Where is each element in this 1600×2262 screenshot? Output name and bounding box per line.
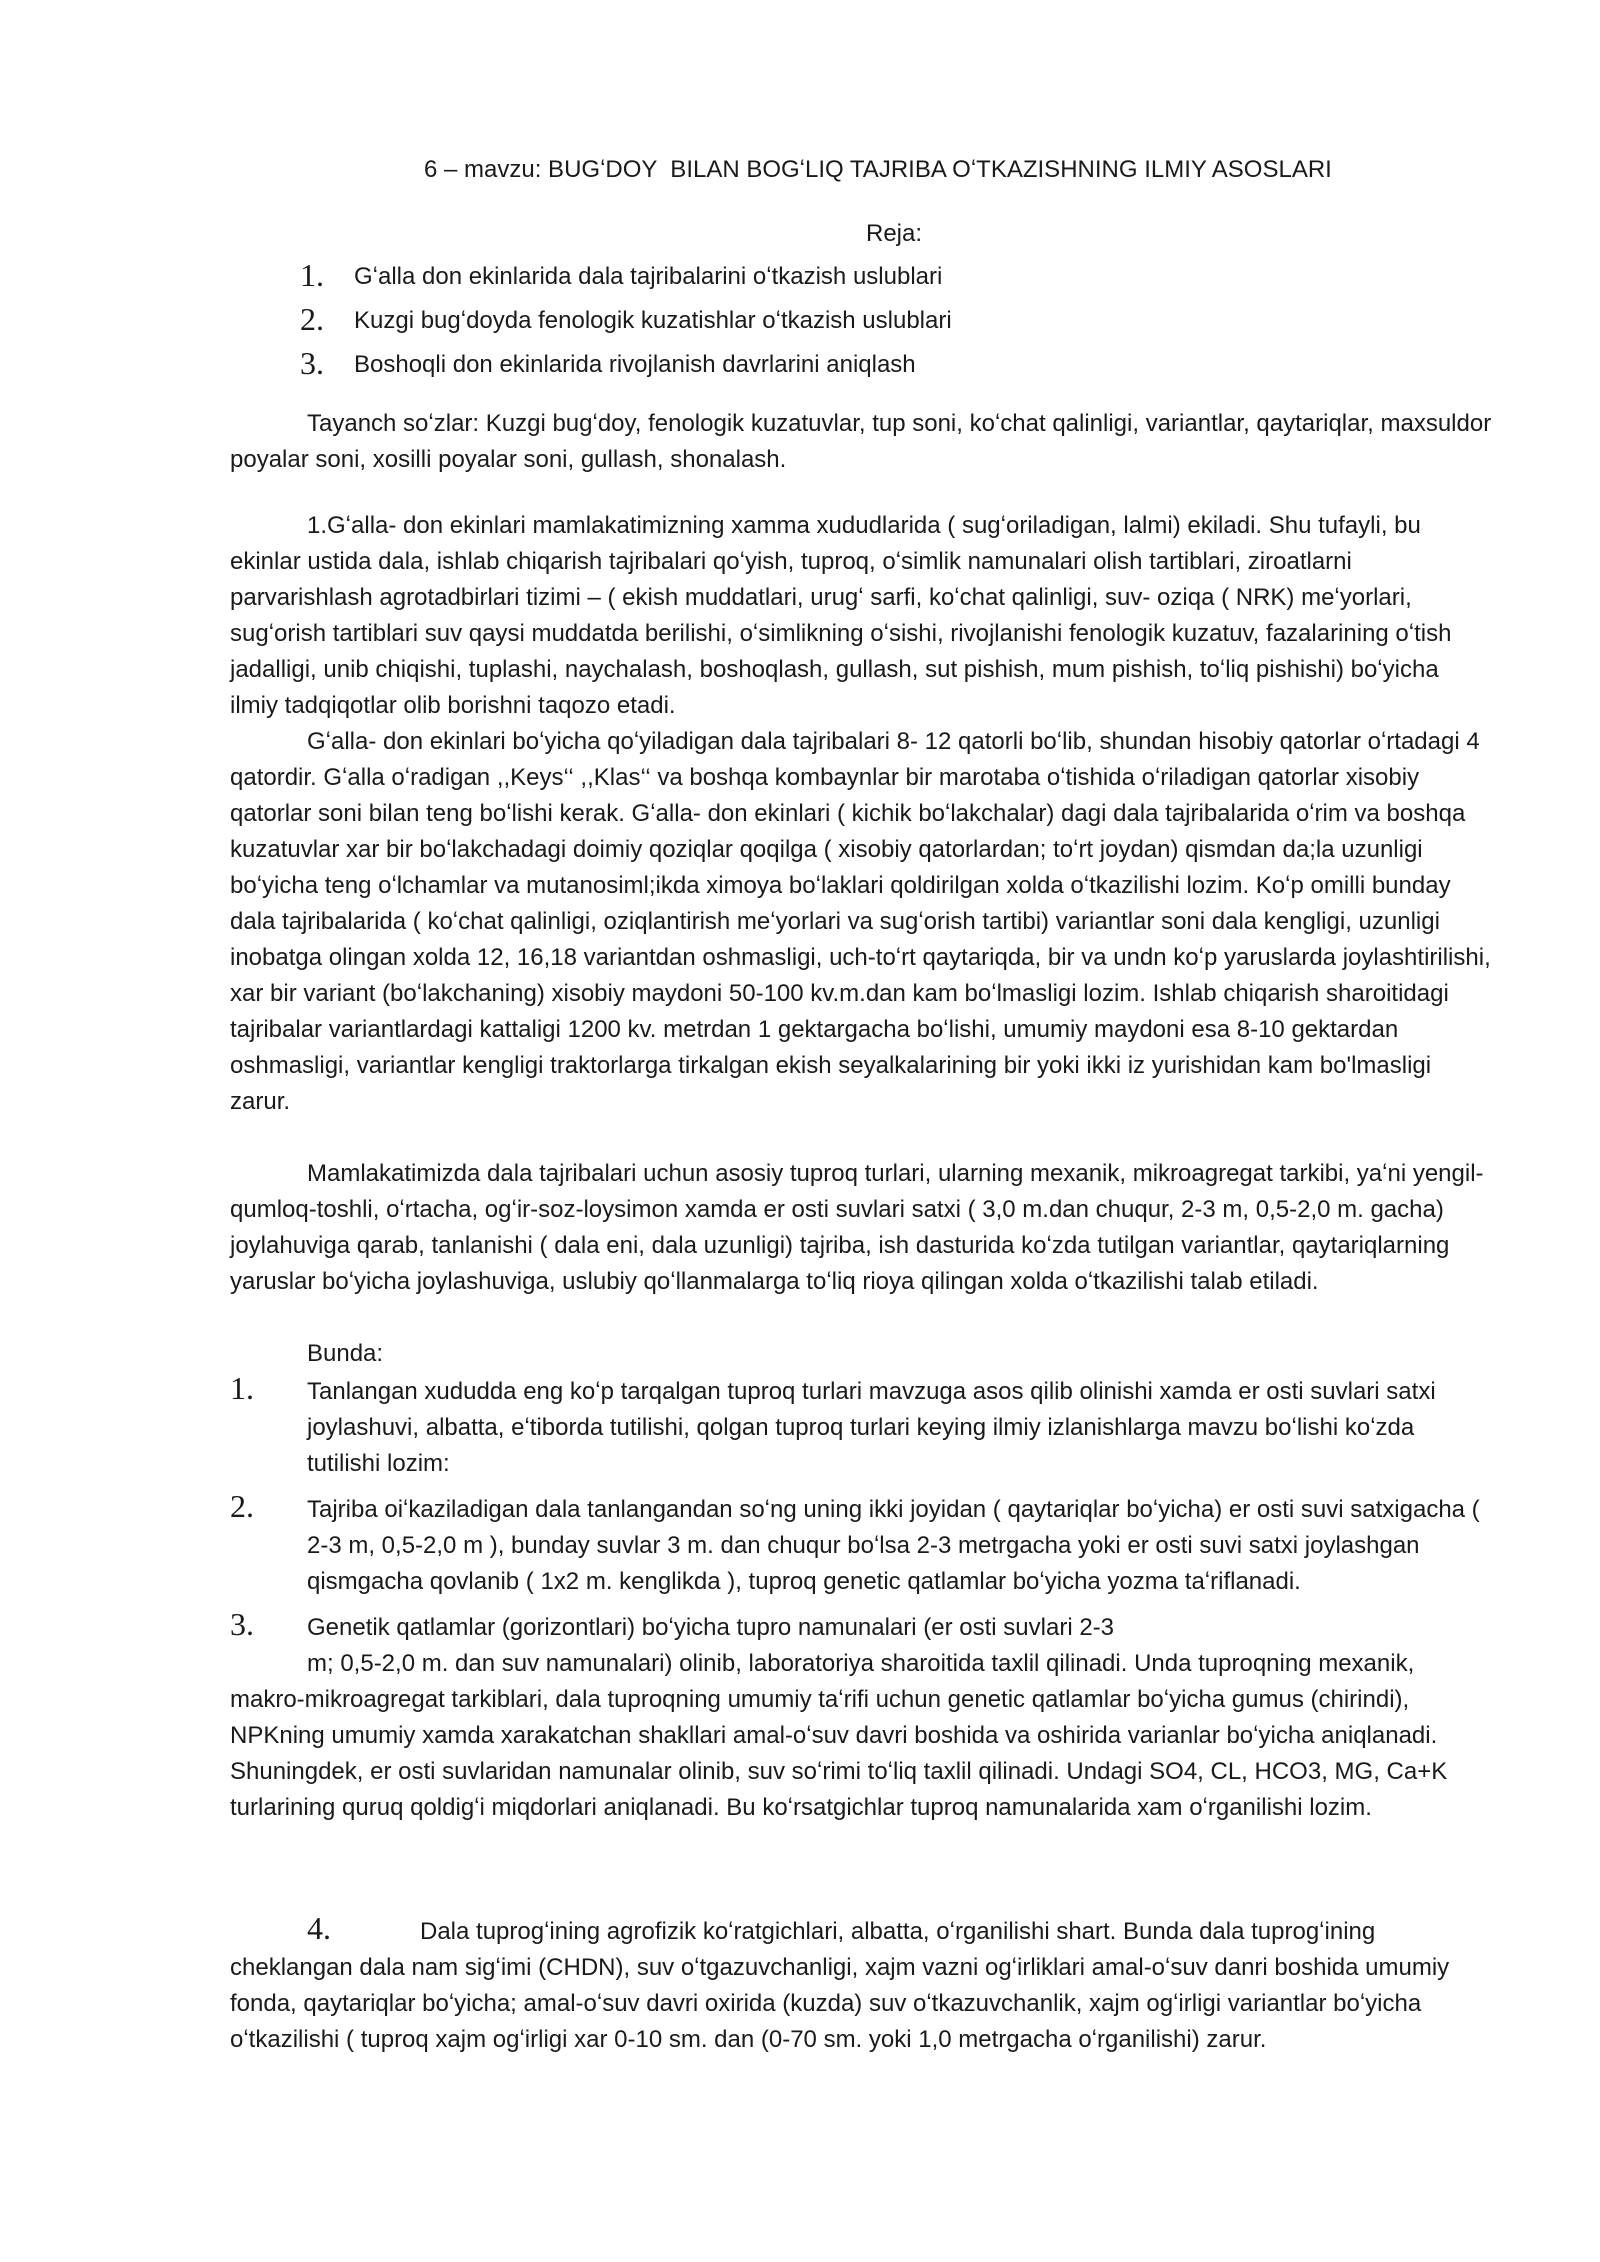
bunda-label: Bunda: bbox=[307, 1340, 384, 1367]
list-item bbox=[230, 1606, 1492, 1826]
plan-list bbox=[300, 255, 952, 387]
list-item-continuation: m; 0,5-2,0 m. dan suv namunalari) olinib, laboratoriya sharoitida taxlil qilinadi. Unda tuproqning mexanik, makro-mikroagregat tarkiblari, dala tuproqning umumiy taʻrifi uchun genetic qatlamlar boʻyicha gumus (chirindi), NPKning umumiy xamda xarakatchan shakllari amal-oʻsuv davri boshida va oshirida varianlar boʻyicha aniqlanadi. Shuningdek, er osti suvlaridan namunalar olinib, suv soʻrimi toʻliq taxlil qilinadi. Undagi SO4, CL, HCO3, MG, Ca+K turlarining quruq qoldigʻi miqdorlari aniqlanadi. Bu koʻrsatgichlar tuproq namunalarida xam oʻrganilishi lozim. bbox=[230, 1650, 1448, 1821]
plan-item bbox=[300, 299, 952, 343]
requirements-list bbox=[230, 1370, 1492, 1826]
list-item-number: 3. bbox=[230, 1606, 254, 1642]
plan-item-number: 1. bbox=[300, 257, 324, 293]
list-item bbox=[230, 1488, 1492, 1600]
keywords-paragraph: Tayanch soʻzlar: Kuzgi bugʻdoy, fenologik kuzatuvlar, tup soni, koʻchat qalinligi, variantlar, qaytariqlar, maxsuldor poyalar soni, xosilli poyalar soni, gullash, shonalash. bbox=[230, 410, 1492, 473]
paragraph-3: Mamlakatimizda dala tajribalari uchun asosiy tuproq turlari, ularning mexanik, mikroagregat tarkibi, yaʻni yengil-qumloq-toshli, oʻrtacha, ogʻir-soz-loysimon xamda er osti suvlari satxi ( 3,0 m.dan chuqur, 2-3 m, 0,5-2,0 m. gacha) joylahuviga qarab, tanlanishi ( dala eni, dala uzunligi) tajriba, ish dasturida koʻzda tutilgan variantlar, qaytariqlarning yaruslar boʻyicha joylashuviga, uslubiy qoʻllanmalarga toʻliq rioya qilingan xolda oʻtkazilishi talab etiladi. bbox=[230, 1160, 1484, 1295]
plan-item bbox=[300, 255, 952, 299]
list-item-4 bbox=[230, 1910, 1492, 2058]
list-item-text: Dala tuprogʻining agrofizik koʻratgichlari, albatta, oʻrganilishi shart. Bunda dala tuprogʻining cheklangan dala nam sigʻimi (CHDN), suv oʻtgazuvchanligi, xajm vazni ogʻirliklari amal-oʻsuv danri boshida umumiy fonda, qaytariqlar boʻyicha; amal-oʻsuv davri oxirida (kuzda) suv oʻtkazuvchanlik, xajm ogʻirligi variantlar boʻyicha oʻtkazilishi ( tuproq xajm ogʻirligi xar 0-10 sm. dan (0-70 sm. yoki 1,0 metrgacha oʻrganilishi) zarur. bbox=[230, 1918, 1450, 2053]
plan-item-number: 2. bbox=[300, 301, 324, 337]
plan-item bbox=[300, 343, 952, 387]
paragraph-2: Gʻalla- don ekinlari boʻyicha qoʻyiladigan dala tajribalari 8- 12 qatorli boʻlib, shundan hisobiy qatorlar oʻrtadagi 4 qatordir. Gʻalla oʻradigan ,,Keys‘‘ ,,Klas‘‘ va boshqa kombaynlar bir marotaba oʻtishida oʻriladigan qatorlar xisobiy qatorlar soni bilan teng boʻlishi kerak. Gʻalla- don ekinlari ( kichik boʻlakchalar) dagi dala tajribalarida oʻrim va boshqa kuzatuvlar xar bir boʻlakchadagi doimiy qoziqlar qoqilga ( xisobiy qatorlardan; toʻrt joydan) qismdan da;la uzunligi boʻyicha teng oʻlchamlar va mutanosiml;ikda ximoya boʻlaklari qoldirilgan xolda oʻtkazilishi lozim. Koʻp omilli bunday dala tajribalarida ( koʻchat qalinligi, oziqlantirish meʻyorlari va sugʻorish tartibi) variantlar soni dala kengligi, uzunligi inobatga olingan xolda 12, 16,18 variantdan oshmasligi, uch-toʻrt qaytariqda, bir va undn koʻp yaruslarda joylashtirilishi, xar bir variant (boʻlakchaning) xisobiy maydoni 50-100 kv.m.dan kam boʻlmasligi lozim. Ishlab chiqarish sharoitidagi tajribalar variantlardagi kattaligi 1200 kv. metrdan 1 gektargacha boʻlishi, umumiy maydoni esa 8-10 gektardan oshmasligi, variantlar kengligi traktorlarga tirkalgan ekish seyalkalarining bir yoki ikki iz yurishidan kam bo'lmasligi zarur. bbox=[230, 728, 1491, 1115]
plan-item-text: Kuzgi bugʻdoyda fenologik kuzatishlar oʻtkazish uslublari bbox=[354, 307, 952, 334]
plan-item-number: 3. bbox=[300, 345, 324, 381]
list-item-text: Tanlangan xududda eng koʻp tarqalgan tuproq turlari mavzuga asos qilib olinishi xamda er osti suvlari satxi joylashuvi, albatta, eʻtiborda tutilishi, qolgan tuproq turlari keying ilmiy izlanishlarga mavzu boʻlishi koʻzda tutilishi lozim: bbox=[307, 1378, 1436, 1477]
list-item-number: 2. bbox=[230, 1488, 254, 1524]
list-item-number: 4. bbox=[307, 1910, 331, 1946]
plan-item-text: Gʻalla don ekinlarida dala tajribalarini oʻtkazish uslublari bbox=[354, 263, 943, 290]
list-item-number: 1. bbox=[230, 1370, 254, 1406]
list-item bbox=[230, 1370, 1492, 1482]
plan-item-text: Boshoqli don ekinlarida rivojlanish davrlarini aniqlash bbox=[354, 351, 916, 378]
list-item-text: Genetik qatlamlar (gorizontlari) boʻyicha tupro namunalari (er osti suvlari 2-3 bbox=[307, 1614, 1115, 1641]
plan-heading: Reja: bbox=[866, 220, 923, 247]
list-item-text: Tajriba oiʻkaziladigan dala tanlangandan soʻng uning ikki joyidan ( qaytariqlar boʻyicha) er osti suvi satxigacha ( 2-3 m, 0,5-2,0 m ), bunday suvlar 3 m. dan chuqur boʻlsa 2-3 metrgacha yoki er osti suvi satxi joylashgan qismgacha qovlanib ( 1x2 m. kenglikda ), tuproq genetic qatlamlar boʻyicha yozma taʻriflanadi. bbox=[307, 1496, 1480, 1595]
document-title: 6 – mavzu: BUGʻDOY BILAN BOGʻLIQ TAJRIBA OʻTKAZISHNING ILMIY ASOSLARI bbox=[424, 156, 1332, 183]
paragraph-1: 1.Gʻalla- don ekinlari mamlakatimizning xamma xududlarida ( sugʻoriladigan, lalmi) ekiladi. Shu tufayli, bu ekinlar ustida dala, ishlab chiqarish tajribalari qoʻyish, tuproq, oʻsimlik namunalari olish tartiblari, ziroatlarni parvarishlash agrotadbirlari tizimi – ( ekish muddatlari, urugʻ sarfi, koʻchat qalinligi, suv- oziqa ( NRK) meʻyorlari, sugʻorish tartiblari suv qaysi muddatda berilishi, oʻsimlikning oʻsishi, rivojlanishi fenologik kuzatuv, fazalarining oʻtish jadalligi, unib chiqishi, tuplashi, naychalash, boshoqlash, gullash, sut pishish, mum pishish, toʻliq pishishi) boʻyicha ilmiy tadqiqotlar olib borishni taqozo etadi. bbox=[230, 512, 1452, 719]
